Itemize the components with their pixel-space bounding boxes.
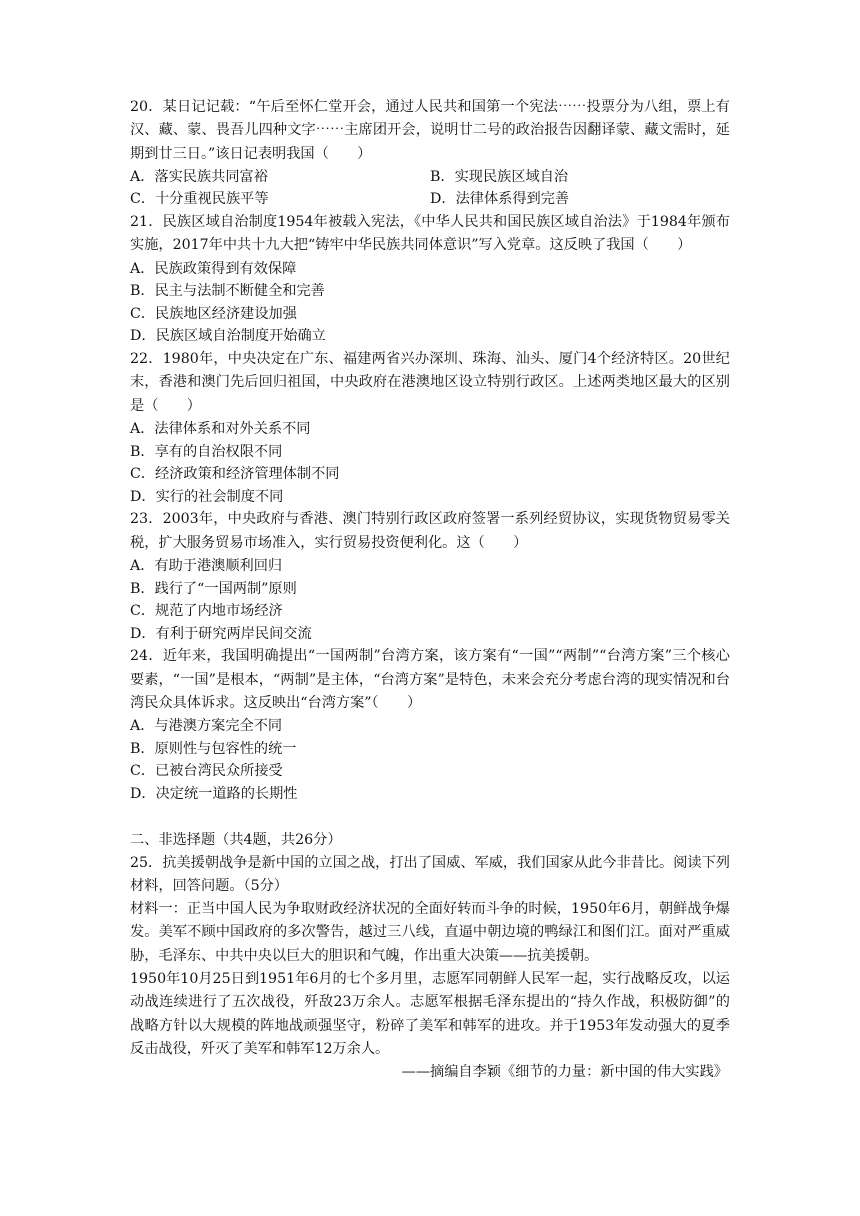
question-stem: 25．抗美援朝战争是新中国的立国之战，打出了国威、军威，我们国家从此今非昔比。阅读下列材料，回答问题。（5分） bbox=[130, 854, 730, 894]
question-stem: 21．民族区域自治制度1954年被载入宪法，《中华人民共和国民族区域自治法》于1984年颁布实施，2017年中共十九大把“铸牢中华民族共同体意识”写入党章。这反映了我国（ ） bbox=[130, 214, 730, 254]
option-row bbox=[130, 188, 730, 211]
option-b: B．民主与法制不断健全和完善 bbox=[130, 283, 325, 300]
material-paragraph: 1950年10月25日到1951年6月的七个多月里，志愿军同朝鲜人民军一起，实行战略反攻，以运动战连续进行了五次战役，歼敌23万余人。志愿军根据毛泽东提出的“持久作战，积极防御”的战略方针以大规模的阵地战顽强坚守，粉碎了美军和韩军的进攻。并于1953年发动强大的夏季反击战役，歼灭了美军和韩军12万余人。 bbox=[130, 971, 730, 1057]
question-21 bbox=[130, 211, 730, 348]
question-stem: 22．1980年，中央决定在广东、福建两省兴办深圳、珠海、汕头、厦门4个经济特区。20世纪末，香港和澳门先后回归祖国，中央政府在港澳地区设立特别行政区。上述两类地区最大的区别是（ ） bbox=[130, 351, 730, 414]
option-c: C．已被台湾民众所接受 bbox=[130, 763, 283, 780]
option-c: C．十分重视民族平等 bbox=[130, 191, 269, 208]
question-stem: 24．近年来，我国明确提出“一国两制”台湾方案，该方案有“一国”“两制”“台湾方案”三个核心要素，“一国”是根本，“两制”是主体，“台湾方案”是特色，未来会充分考虑台湾的现实情况和台湾民众具体诉求。这反映出“台湾方案”（ ） bbox=[130, 648, 730, 711]
option-a: A．法律体系和对外关系不同 bbox=[130, 420, 311, 437]
option-c: C．规范了内地市场经济 bbox=[130, 603, 283, 620]
option-c: C．经济政策和经济管理体制不同 bbox=[130, 466, 340, 483]
option-b: B．实现民族区域自治 bbox=[430, 168, 569, 185]
question-stem: 23．2003年，中央政府与香港、澳门特别行政区政府签署一系列经贸协议，实现货物贸易零关税，扩大服务贸易市场准入，实行贸易投资便利化。这（ ） bbox=[130, 511, 730, 551]
option-c: C．民族地区经济建设加强 bbox=[130, 305, 297, 322]
section-title: 二、非选择题（共4题，共26分） bbox=[130, 831, 342, 848]
option-a: A．有助于港澳顺利回归 bbox=[130, 557, 283, 574]
option-d: D．决定统一道路的长期性 bbox=[130, 785, 298, 802]
option-b: B．享有的自治权限不同 bbox=[130, 443, 283, 460]
option-b: B．原则性与包容性的统一 bbox=[130, 740, 297, 757]
question-25 bbox=[130, 852, 730, 1085]
option-d: D．实行的社会制度不同 bbox=[130, 488, 284, 505]
material-paragraph: 材料一：正当中国人民为争取财政经济状况的全面好转而斗争的时候，1950年6月，朝鲜战争爆发。美军不顾中国政府的多次警告，越过三八线，直逼中朝边境的鸭绿江和图们江。面对严重威胁，毛泽东、中共中央以巨大的胆识和气魄，作出重大决策——抗美援朝。 bbox=[130, 901, 730, 964]
option-b: B．践行了“一国两制”原则 bbox=[130, 580, 297, 597]
option-d: D．民族区域自治制度开始确立 bbox=[130, 328, 326, 345]
option-d: D．法律体系得到完善 bbox=[430, 191, 570, 208]
question-24 bbox=[130, 645, 730, 805]
option-a: A．与港澳方案完全不同 bbox=[130, 718, 283, 735]
option-row bbox=[130, 166, 730, 189]
section-gap bbox=[130, 806, 730, 829]
option-a: A．落实民族共同富裕 bbox=[130, 168, 268, 185]
question-22 bbox=[130, 348, 730, 508]
question-stem: 20．某日记记载：“午后至怀仁堂开会，通过人民共和国第一个宪法⋯⋯投票分为八组，票上有汉、藏、蒙、畏吾儿四种文字⋯⋯主席团开会，说明廿二号的政治报告因翻译蒙、藏文需时，延期到廿三日。”该日记表明我国（ ） bbox=[130, 99, 730, 162]
question-23 bbox=[130, 508, 730, 645]
page-content bbox=[130, 96, 730, 1084]
question-20 bbox=[130, 96, 730, 211]
option-d: D．有利于研究两岸民间交流 bbox=[130, 625, 312, 642]
material-source: ——摘编自李颖《细节的力量：新中国的伟大实践》 bbox=[401, 1064, 728, 1081]
option-a: A．民族政策得到有效保障 bbox=[130, 260, 297, 277]
